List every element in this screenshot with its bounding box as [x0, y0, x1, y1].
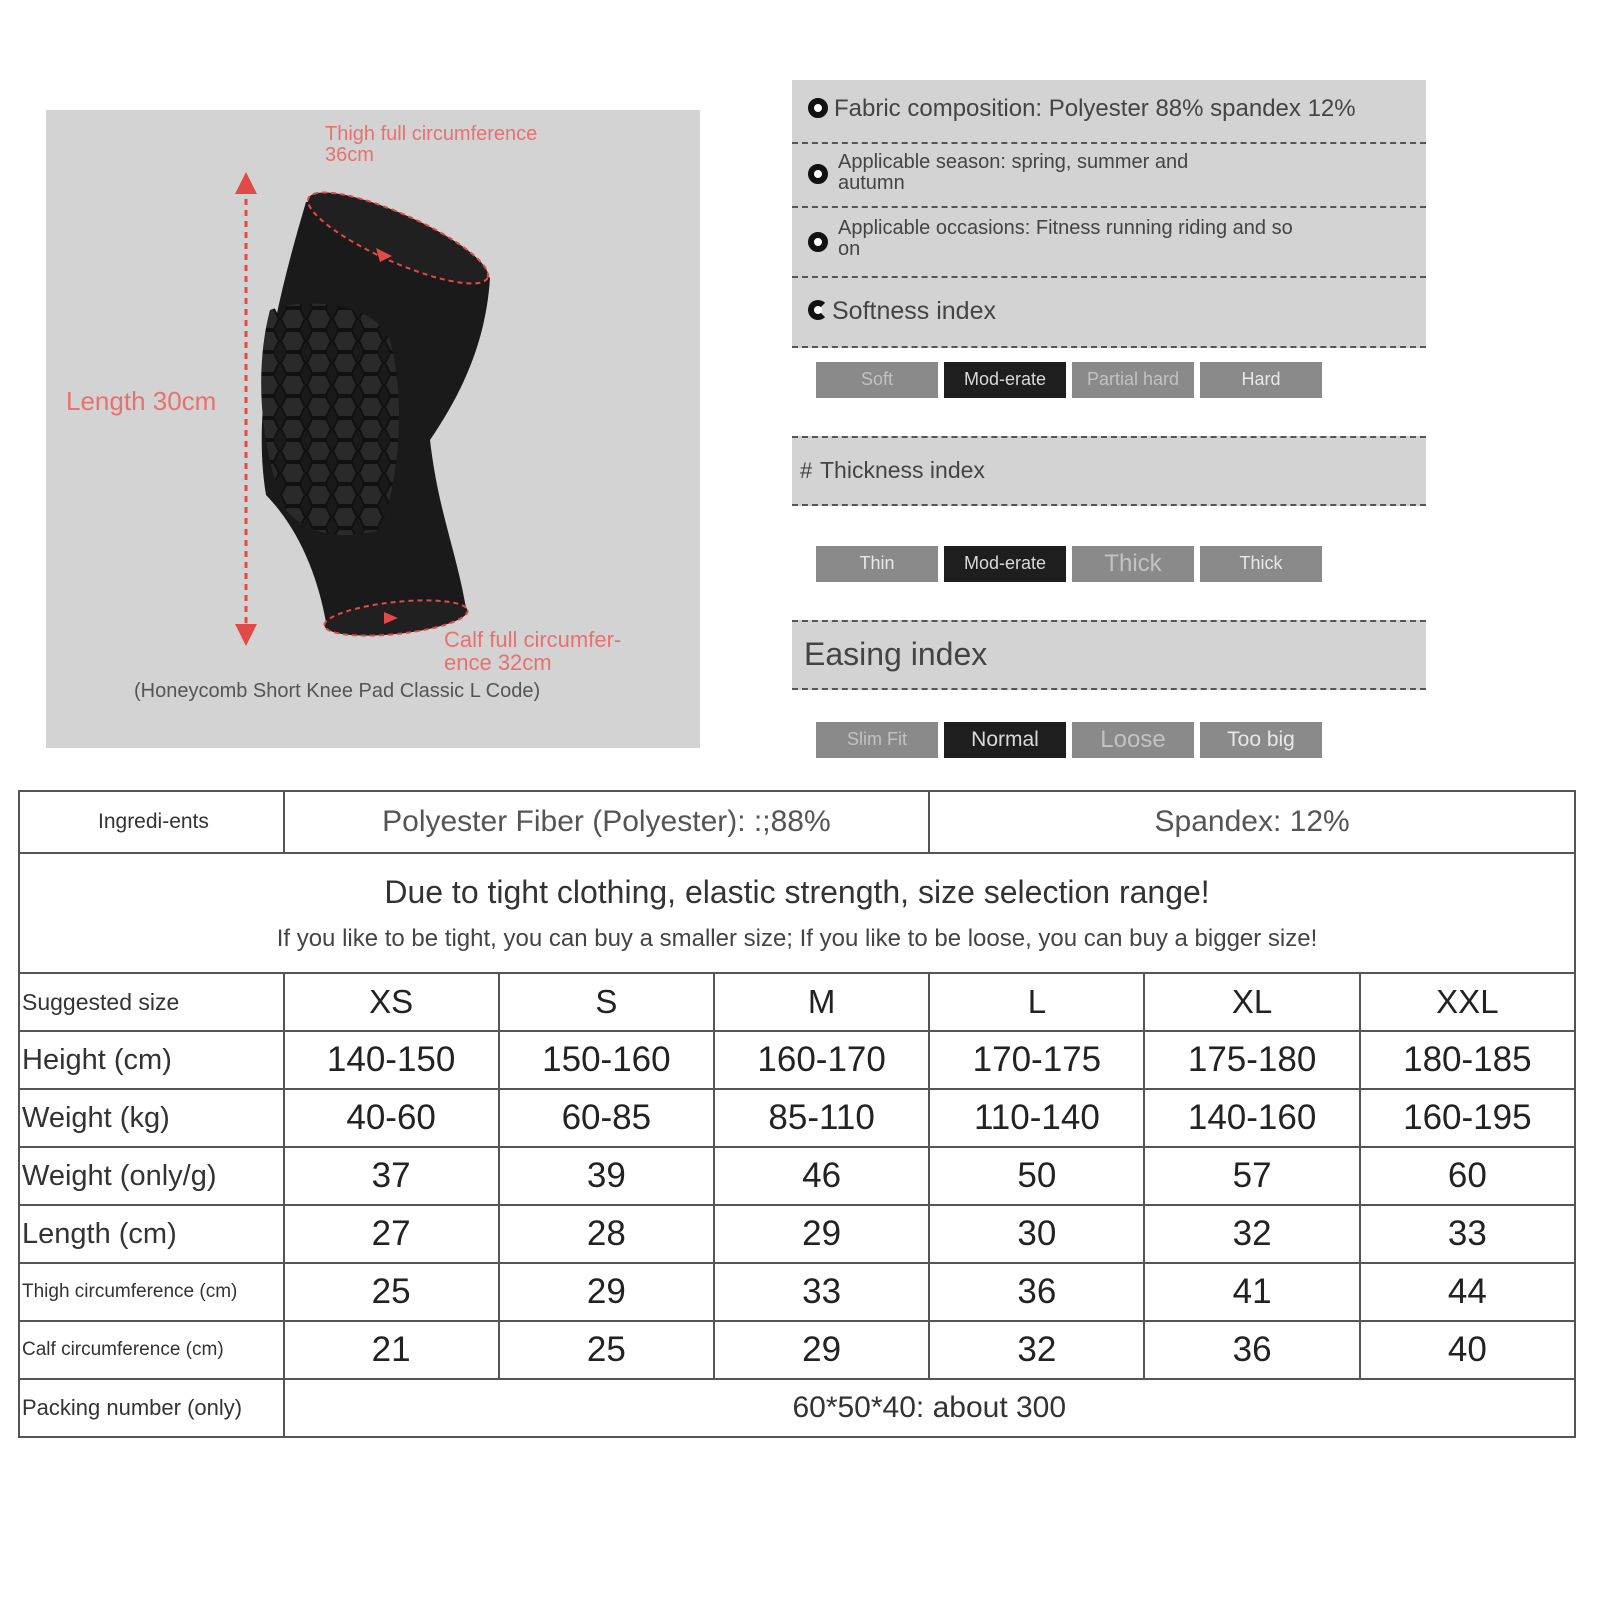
table-cell: 50	[929, 1147, 1144, 1205]
notice-row	[19, 853, 1575, 973]
softness-option-moderate: Mod-erate	[944, 362, 1066, 398]
softness-header	[792, 278, 1426, 348]
softness-option-soft: Soft	[816, 362, 938, 398]
easing-option-slim-fit: Slim Fit	[816, 722, 938, 758]
bullet-ring-icon	[808, 164, 828, 184]
spec-occasions-text: Applicable occasions: Fitness running riding and so on	[838, 217, 1293, 260]
table-row	[19, 1089, 1575, 1147]
thickness-header	[792, 436, 1426, 506]
table-cell: 21	[284, 1321, 499, 1379]
table-cell: 29	[499, 1263, 714, 1321]
table-cell: 33	[1360, 1205, 1575, 1263]
table-cell: 160-170	[714, 1031, 929, 1089]
size-xl: XL	[1144, 973, 1359, 1031]
spec-occasions-row	[792, 208, 1426, 278]
size-xxl: XXL	[1360, 973, 1575, 1031]
table-cell: 39	[499, 1147, 714, 1205]
table-cell: 36	[929, 1263, 1144, 1321]
easing-title: Easing index	[804, 636, 988, 672]
row-label-thigh: Thigh circumference (cm)	[19, 1263, 284, 1321]
softness-title: Softness index	[832, 297, 996, 325]
easing-option-too-big: Too big	[1200, 722, 1322, 758]
bullet-ring-icon	[808, 300, 828, 320]
softness-option-hard: Hard	[1200, 362, 1322, 398]
table-row	[19, 1205, 1575, 1263]
notice-cell	[19, 853, 1575, 973]
easing-option-loose: Loose	[1072, 722, 1194, 758]
table-cell: 85-110	[714, 1089, 929, 1147]
thickness-option-thin: Thin	[816, 546, 938, 582]
table-cell: 60-85	[499, 1089, 714, 1147]
length-arrow-up-icon	[235, 172, 257, 194]
table-cell: 60	[1360, 1147, 1575, 1205]
packing-label: Packing number (only)	[19, 1379, 284, 1437]
thickness-option-moderate: Mod-erate	[944, 546, 1066, 582]
table-row	[19, 1321, 1575, 1379]
product-caption: (Honeycomb Short Knee Pad Classic L Code)	[134, 680, 541, 702]
thickness-option-thick-2: Thick	[1200, 546, 1322, 582]
packing-row	[19, 1379, 1575, 1437]
table-cell: 140-160	[1144, 1089, 1359, 1147]
spec-season-row	[792, 144, 1426, 208]
size-l: L	[929, 973, 1144, 1031]
row-label-height: Height (cm)	[19, 1031, 284, 1089]
table-cell: 46	[714, 1147, 929, 1205]
table-cell: 140-150	[284, 1031, 499, 1089]
row-label-weight-g: Weight (only/g)	[19, 1147, 284, 1205]
table-row	[19, 1031, 1575, 1089]
table-row	[19, 1147, 1575, 1205]
size-s: S	[499, 973, 714, 1031]
table-cell: 110-140	[929, 1089, 1144, 1147]
table-cell: 44	[1360, 1263, 1575, 1321]
table-cell: 29	[714, 1321, 929, 1379]
product-image-panel	[46, 110, 700, 748]
table-cell: 175-180	[1144, 1031, 1359, 1089]
ingredients-label: Ingredi-ents	[19, 791, 284, 853]
table-cell: 32	[1144, 1205, 1359, 1263]
size-header-row	[19, 973, 1575, 1031]
table-cell: 27	[284, 1205, 499, 1263]
table-cell: 29	[714, 1205, 929, 1263]
softness-option-partial-hard: Partial hard	[1072, 362, 1194, 398]
spec-fabric-row	[792, 80, 1426, 144]
notice-title: Due to tight clothing, elastic strength, size selection range!	[384, 873, 1210, 910]
table-cell: 37	[284, 1147, 499, 1205]
table-cell: 25	[499, 1321, 714, 1379]
calf-circumference-label: Calf full circumfer-ence 32cm	[444, 627, 622, 676]
bullet-ring-icon	[808, 232, 828, 252]
table-cell: 150-160	[499, 1031, 714, 1089]
table-cell: 160-195	[1360, 1089, 1575, 1147]
thigh-circumference-label: Thigh full circumference 36cm	[325, 123, 538, 166]
packing-value: 60*50*40: about 300	[284, 1379, 1575, 1437]
table-cell: 170-175	[929, 1031, 1144, 1089]
size-xs: XS	[284, 973, 499, 1031]
size-chart-table	[18, 790, 1576, 1438]
table-cell: 57	[1144, 1147, 1359, 1205]
easing-header	[792, 620, 1426, 690]
table-cell: 33	[714, 1263, 929, 1321]
table-cell: 36	[1144, 1321, 1359, 1379]
ingredients-polyester: Polyester Fiber (Polyester): :;88%	[284, 791, 930, 853]
table-cell: 25	[284, 1263, 499, 1321]
row-label-weight-kg: Weight (kg)	[19, 1089, 284, 1147]
table-cell: 32	[929, 1321, 1144, 1379]
bullet-ring-icon	[808, 98, 828, 118]
table-cell: 40-60	[284, 1089, 499, 1147]
easing-option-normal: Normal	[944, 722, 1066, 758]
notice-subtitle: If you like to be tight, you can buy a smaller size; If you like to be loose, you can buy a bigger size!	[276, 924, 1318, 952]
table-cell: 28	[499, 1205, 714, 1263]
table-row	[19, 1263, 1575, 1321]
table-cell: 40	[1360, 1321, 1575, 1379]
thickness-option-thick: Thick	[1072, 546, 1194, 582]
hash-icon: #	[800, 458, 813, 483]
row-label-length: Length (cm)	[19, 1205, 284, 1263]
table-cell: 41	[1144, 1263, 1359, 1321]
table-cell: 180-185	[1360, 1031, 1575, 1089]
spec-season-text: Applicable season: spring, summer and autumn	[838, 151, 1189, 194]
length-arrow-down-icon	[235, 624, 257, 646]
ingredients-row	[19, 791, 1575, 853]
size-m: M	[714, 973, 929, 1031]
ingredients-spandex: Spandex: 12%	[929, 791, 1575, 853]
size-label: Suggested size	[19, 973, 284, 1031]
row-label-calf: Calf circumference (cm)	[19, 1321, 284, 1379]
spec-fabric-text: Fabric composition: Polyester 88% spandex 12%	[834, 95, 1356, 122]
length-label: Length 30cm	[66, 386, 217, 416]
table-cell: 30	[929, 1205, 1144, 1263]
thickness-title: Thickness index	[820, 457, 985, 483]
